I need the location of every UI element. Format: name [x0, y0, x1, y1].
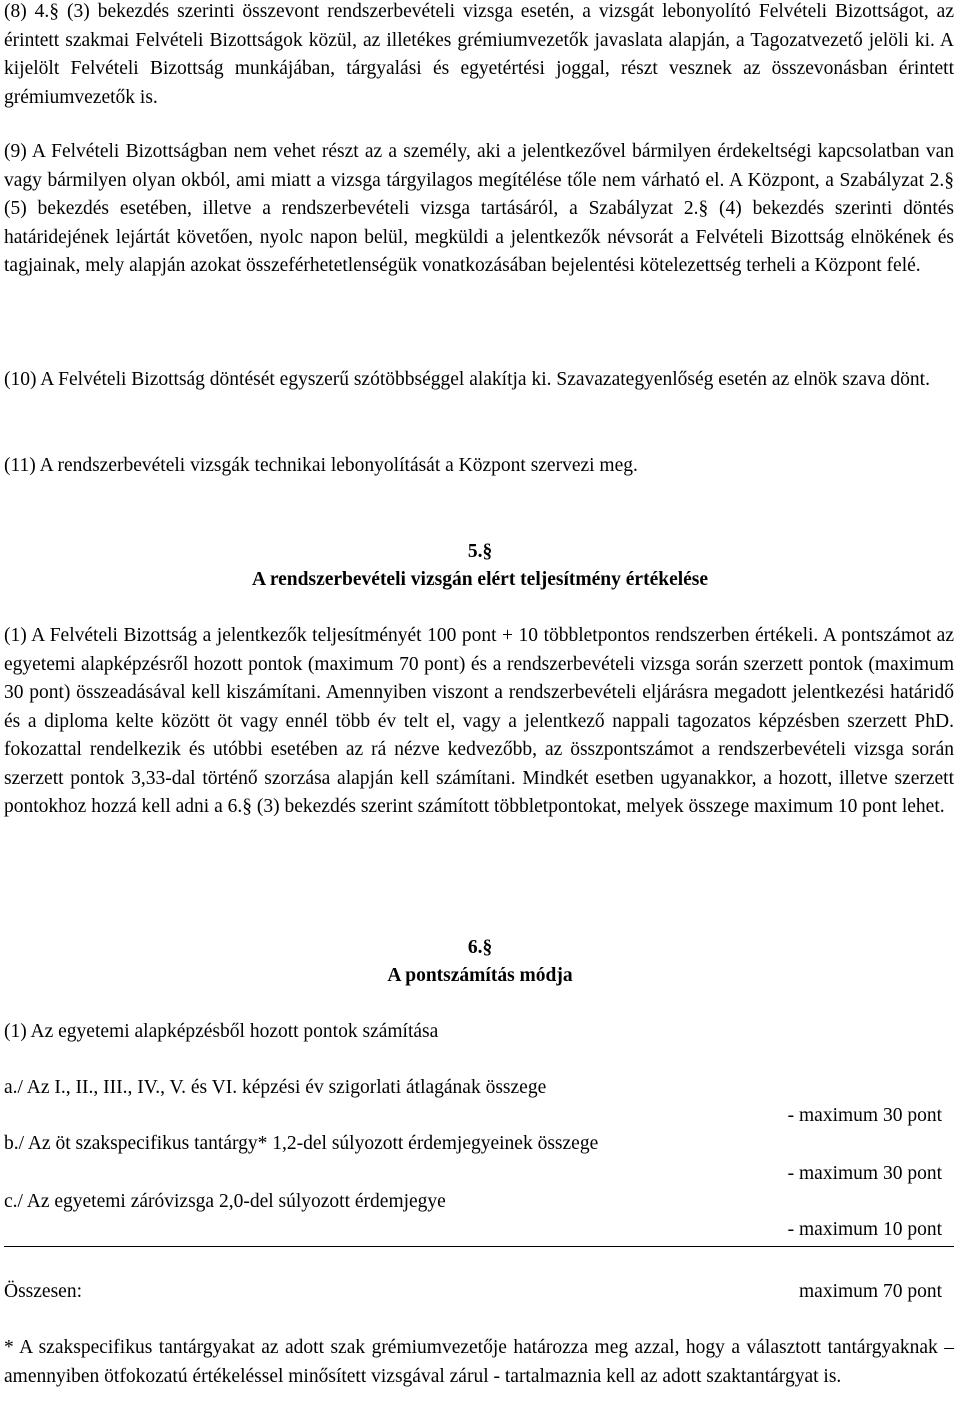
score-item-a-label: a./ Az I., II., III., IV., V. és VI. képzési év szigorlati átlagának összege: [4, 1077, 547, 1098]
section-6-title: A pontszámítás módja: [387, 965, 573, 986]
paragraph-9: (9) A Felvételi Bizottságban nem vehet részt az a személy, aki a jelentkezővel bármilyen érdekeltségi kapcsolatban van vagy bármilyen olyan okból, ami miatt a vizsga tárgyilagos megítélése tőle nem várható el. A Központ, a Szabályzat 2.§ (5) bekezdés esetében, illetve a rendszerbevételi vizsga tartásáról, a Szabályzat 2.§ (4) bekezdés szerinti döntés határidejének lejártát követően, nyolc napon belül, megküldi a jelentkezők névsorát a Felvételi Bizottság elnökének és tagjainak, mely alapján azokat összeférhetetlenségük vonatkozásában bejelentési kötelezettség terheli a Központ felé.: [4, 141, 954, 276]
section-5-number: 5.§: [467, 541, 493, 562]
section-5-title: A rendszerbevételi vizsgán elért teljesítmény értékelése: [251, 569, 709, 590]
total-label: Összesen:: [4, 1281, 82, 1302]
total-value: maximum 70 pont: [799, 1281, 942, 1302]
footnote: * A szakspecifikus tantárgyakat az adott szak grémiumvezetője határozza meg azzal, hogy a választott tantárgyaknak – amennyiben ötfokozatú értékeléssel minősített vizsgával zárul - tartalmaznia kell az adott szaktantárgyat is.: [4, 1337, 954, 1387]
paragraph-10: (10) A Felvételi Bizottság döntését egyszerű szótöbbséggel alakítja ki. Szavazategyenlőség esetén az elnök szava dönt.: [4, 369, 930, 390]
section-6-paragraph-1: (1) Az egyetemi alapképzésből hozott pontok számítása: [4, 1021, 439, 1042]
score-item-c-max: - maximum 10 pont: [787, 1219, 942, 1240]
total-divider: [4, 1246, 954, 1247]
score-item-b-label: b./ Az öt szakspecifikus tantárgy* 1,2-del súlyozott érdemjegyeinek összege: [4, 1133, 599, 1154]
paragraph-8: (8) 4.§ (3) bekezdés szerinti összevont rendszerbevételi vizsga esetén, a vizsgát lebonyolító Felvételi Bizottságot, az érintett szakmai Felvételi Bizottságok közül, az illetékes grémiumvezetők javaslata alapján, a Tagozatvezető jelöli ki. A kijelölt Felvételi Bizottság munkájában, tárgyalási és egyetértési joggal, részt vesznek az összevonásban érintett grémiumvezetők is.: [4, 1, 954, 108]
score-item-a-max: - maximum 30 pont: [787, 1105, 942, 1126]
section-6-number: 6.§: [467, 937, 493, 958]
section-5-paragraph-1: (1) A Felvételi Bizottság a jelentkezők teljesítményét 100 pont + 10 többletpontos rendszerben értékeli. A pontszámot az egyetemi alapképzésről hozott pontok (maximum 70 pont) és a rendszerbevételi vizsga során szerzett pontok (maximum 30 pont) összeadásával kell kiszámítani. Amennyiben viszont a rendszerbevételi eljárásra megadott jelentkezési határidő és a diploma kelte között öt vagy ennél több év telt el, vagy a jelentkező nappali tagozatos képzésben szerzett PhD. fokozattal rendelkezik és utóbbi esetében az rá nézve kedvezőbb, az összpontszámot a rendszerbevételi vizsga során szerzett pontok 3,33-dal történő szorzása alapján kell számítani. Mindkét esetben ugyanakkor, a hozott, illetve szerzett pontokhoz hozzá kell adni a 6.§ (3) bekezdés szerint számított többletpontokat, melyek összege maximum 10 pont lehet.: [4, 625, 954, 817]
score-item-b-max: - maximum 30 pont: [787, 1163, 942, 1184]
score-item-c-label: c./ Az egyetemi záróvizsga 2,0-del súlyozott érdemjegye: [4, 1191, 446, 1212]
paragraph-11: (11) A rendszerbevételi vizsgák technikai lebonyolítását a Központ szervezi meg.: [4, 455, 638, 476]
